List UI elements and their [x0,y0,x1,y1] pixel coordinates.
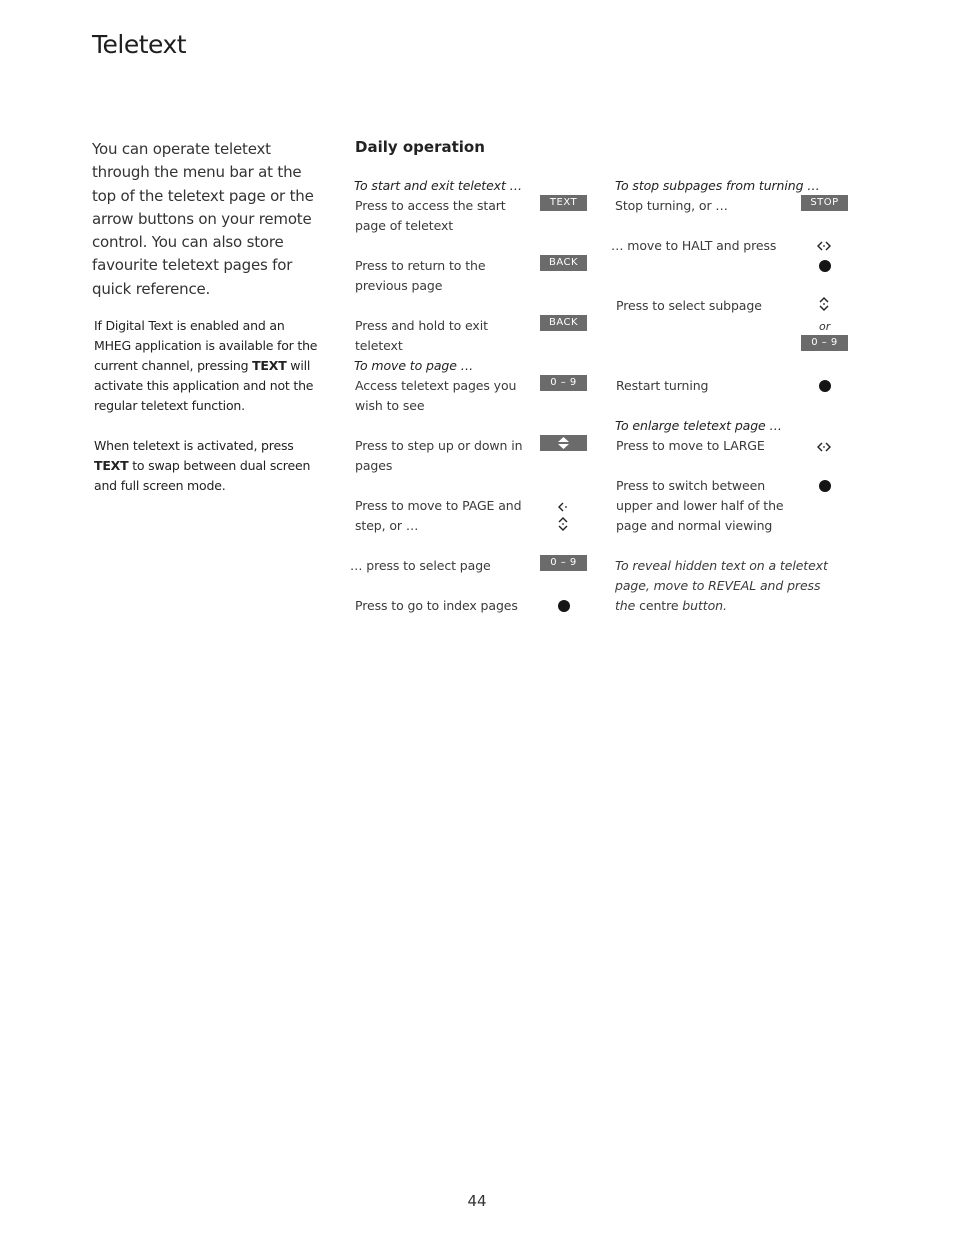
subheading-move-to-page: To move to page … [354,358,474,373]
reveal-text-b: button. [678,598,727,613]
up-down-step-icon [557,516,569,532]
text-select-page: … press to select page [350,558,491,573]
reveal-text-a: To reveal hidden text on a teletext page, move to REVEAL and press the [615,558,828,613]
note2-text-b: to swap between dual screen and full screen mode. [94,458,311,493]
page-title: Teletext [92,30,187,59]
up-down-arrow-icon [818,296,830,312]
centre-button-icon [819,380,831,392]
text-switch-half: Press to switch between upper and lower half of the page and normal viewing [616,478,784,533]
left-right-arrow-icon [816,441,832,453]
centre-button-icon [558,600,570,612]
text-start-page: Press to access the start page of teletext [355,198,506,233]
text-select-subpage: Press to select subpage [616,298,762,313]
back-button: BACK [540,255,587,271]
digits-button-select: 0 – 9 [540,555,587,571]
text-reveal [615,556,840,616]
centre-button-icon [819,480,831,492]
note2-text-a: When teletext is activated, press [94,438,294,453]
text-halt: … move to HALT and press [611,238,777,253]
left-arrow-icon [556,501,570,513]
text-access-pages: Access teletext pages you wish to see [355,378,517,413]
centre-button-icon [819,260,831,272]
digits-button-subpage: 0 – 9 [801,335,848,351]
digits-button: 0 – 9 [540,375,587,391]
text-move-page: Press to move to PAGE and step, or … [355,498,522,533]
note1-bold: TEXT [252,358,287,373]
note-dual-screen [94,436,322,496]
section-heading: Daily operation [355,138,485,156]
text-hold-exit: Press and hold to exit teletext [355,318,488,353]
text-step-updown: Press to step up or down in pages [355,438,523,473]
up-down-arrow-icon [540,435,587,451]
subheading-start-exit: To start and exit teletext … [354,178,523,193]
text-index-pages: Press to go to index pages [355,598,518,613]
text-large: Press to move to LARGE [616,438,765,453]
note2-bold: TEXT [94,458,129,473]
text-return-previous: Press to return to the previous page [355,258,486,293]
reveal-centre: centre [639,598,679,613]
note-digital-text [94,316,322,416]
note1-text-b: will activate this application and not the regular teletext function. [94,358,314,413]
text-restart: Restart turning [616,378,709,393]
note1-text-a: If Digital Text is enabled and an MHEG application is available for the current channel, pressing [94,318,318,373]
or-label: or [819,320,831,333]
text-button: TEXT [540,195,587,211]
subheading-stop-subpages: To stop subpages from turning … [615,178,820,193]
left-right-arrow-icon [816,240,832,252]
subheading-enlarge: To enlarge teletext page … [615,418,782,433]
stop-button: STOP [801,195,848,211]
page-number: 44 [467,1192,487,1210]
text-stop-turning: Stop turning, or … [615,198,728,213]
back-button-hold: BACK [540,315,587,331]
intro-text: You can operate teletext through the menu bar at the top of the teletext page or the arrow buttons on your remote control. You can also store favourite teletext pages for quick reference. [92,140,314,298]
